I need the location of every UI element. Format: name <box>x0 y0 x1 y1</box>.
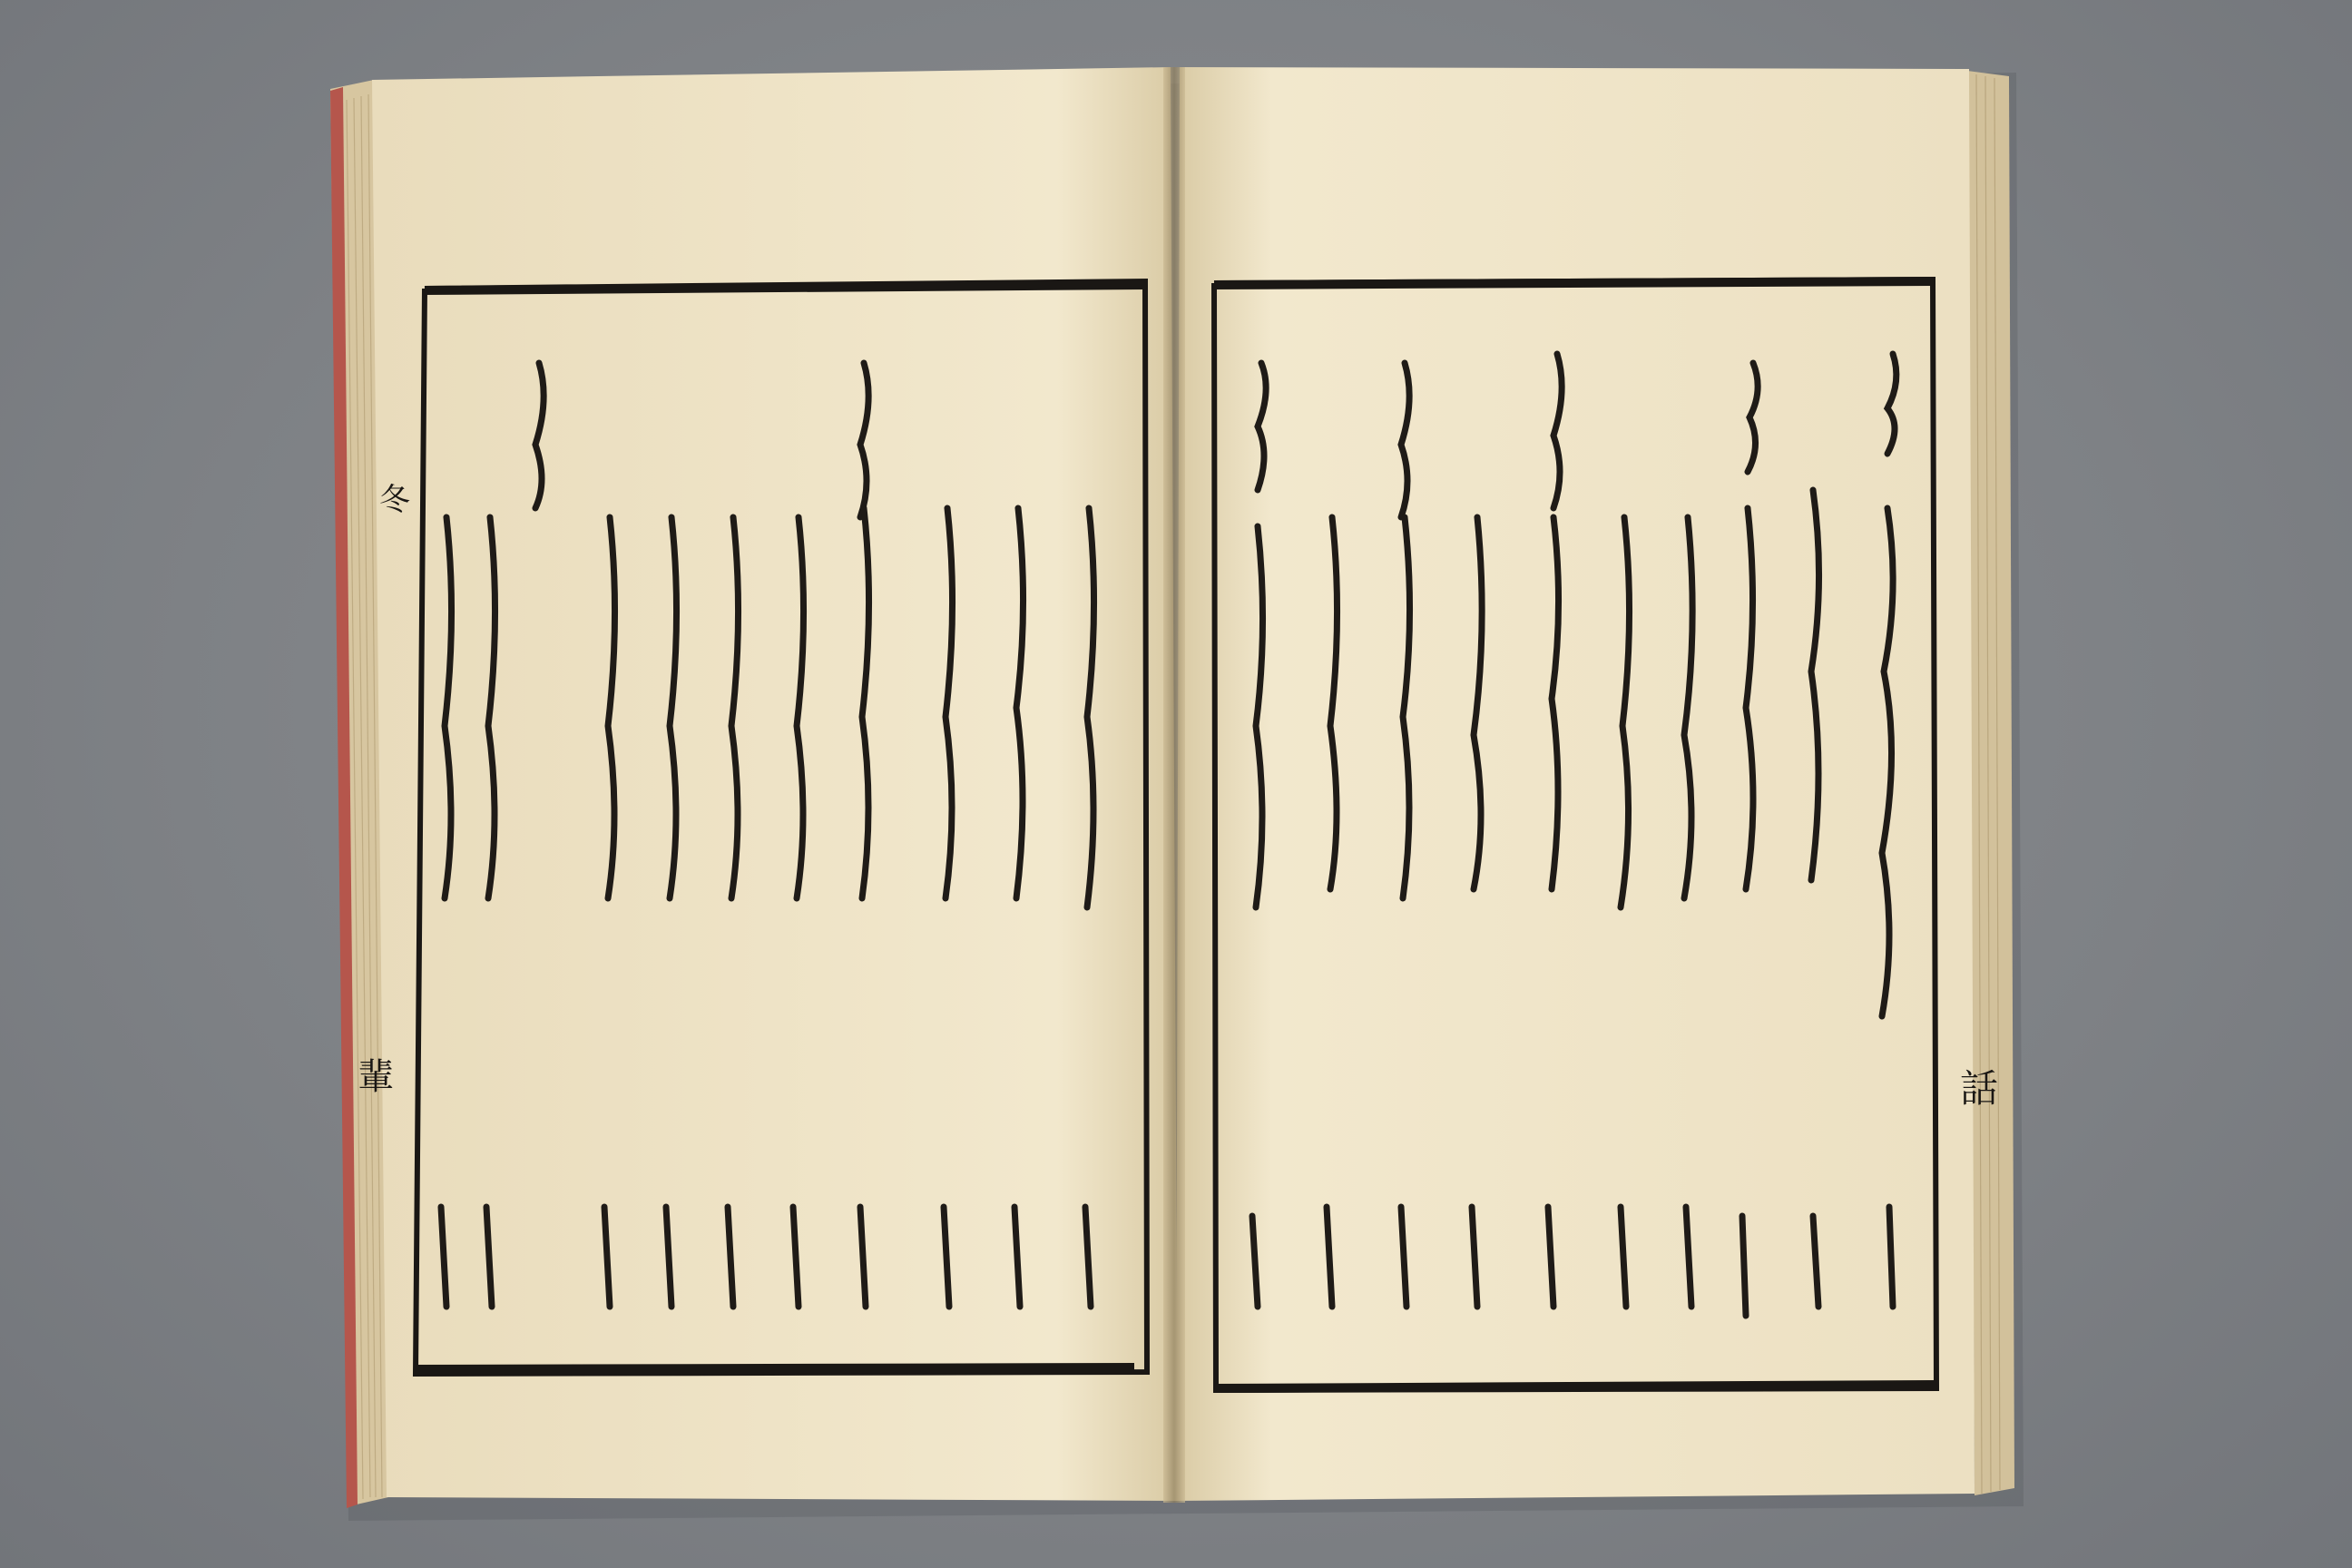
book-gutter <box>1163 67 1185 1503</box>
left-margin-label: 冬 <box>379 482 410 518</box>
right-page-stack <box>1967 71 2014 1495</box>
right-spine-mark: 話 <box>1960 1066 1999 1111</box>
left-spine-mark: 輩 <box>358 1056 394 1098</box>
